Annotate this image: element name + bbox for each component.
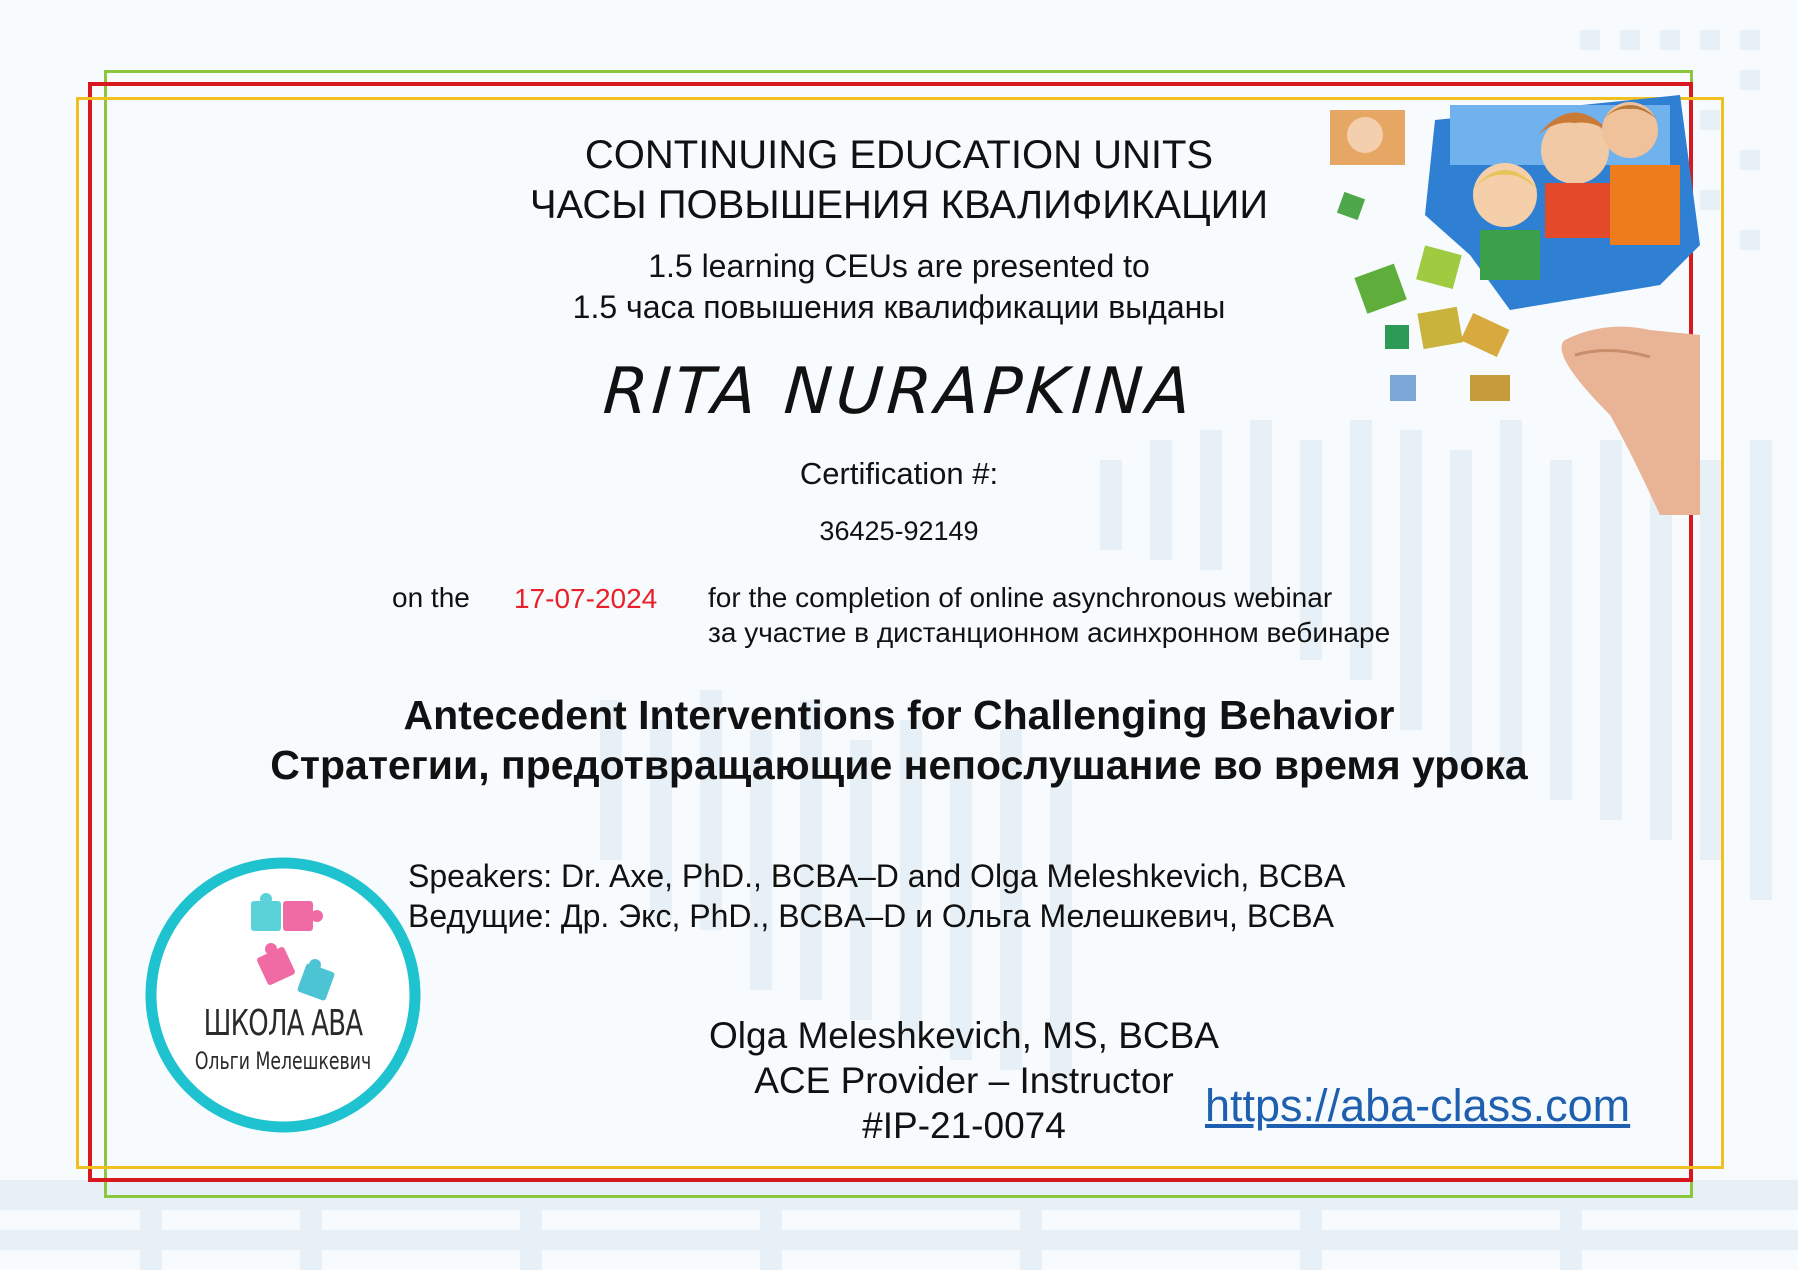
speakers-russian: Ведущие: Др. Экс, PhD., BCBA–D и Ольга Мелешкевич, BCBA — [408, 898, 1334, 934]
logo-text-school: ШКОЛА АВА — [203, 1003, 363, 1044]
completion-date: 17-07-2024 — [514, 583, 658, 614]
puzzle-piece-icon — [251, 901, 281, 931]
presented-to-block — [0, 246, 1798, 328]
signatory-id: #IP-21-0074 — [862, 1105, 1066, 1146]
recipient-name: RITA NURAPKINA — [601, 355, 1197, 429]
completion-text — [708, 580, 1390, 650]
speakers-block — [408, 856, 1345, 936]
course-title — [0, 690, 1798, 790]
puzzle-piece-icon — [283, 901, 313, 931]
signatory-role: ACE Provider – Instructor — [754, 1060, 1174, 1101]
completion-english: for the completion of online asynchronous webinar — [708, 582, 1333, 613]
completion-russian: за участие в дистанционном асинхронном вебинаре — [708, 617, 1391, 648]
title-english: CONTINUING EDUCATION UNITS — [584, 133, 1214, 177]
course-title-russian: Стратегии, предотвращающие непослушание во время урока — [270, 742, 1528, 788]
presented-russian: 1.5 часа повышения квалификации выданы — [572, 289, 1226, 325]
logo-text-owner: Ольги Мелешкевич — [194, 1047, 372, 1075]
certification-number: 36425-92149 — [819, 516, 979, 546]
presented-english: 1.5 learning CEUs are presented to — [648, 248, 1150, 284]
certificate-title — [0, 130, 1798, 230]
website-link[interactable]: https://aba-class.com — [1205, 1080, 1631, 1131]
signatory-name: Olga Meleshkevich, MS, BCBA — [709, 1015, 1219, 1056]
certification-label: Certification #: — [799, 456, 999, 491]
course-title-english: Antecedent Interventions for Challenging Behavior — [403, 692, 1395, 738]
title-russian: ЧАСЫ ПОВЫШЕНИЯ КВАЛИФИКАЦИИ — [529, 183, 1269, 227]
speakers-english: Speakers: Dr. Axe, PhD., BCBA–D and Olga Meleshkevich, BCBA — [408, 858, 1346, 894]
on-the-label: on the — [392, 582, 470, 613]
